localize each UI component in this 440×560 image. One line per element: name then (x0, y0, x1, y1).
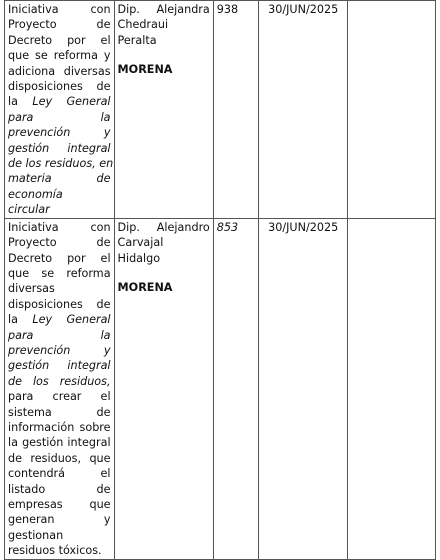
description-text: sistema de (8, 405, 111, 419)
description-text: Ley General (32, 95, 111, 109)
description-text: prevención y (8, 126, 111, 140)
description-line (8, 405, 111, 420)
description-text: para la (8, 110, 111, 124)
description-text: Proyecto de (8, 236, 111, 250)
author-name-line: Dip. Alejandro (117, 220, 210, 234)
description-line (8, 17, 111, 32)
author-names (118, 2, 210, 48)
description-line (8, 358, 111, 373)
description-line (8, 125, 111, 140)
initiative-description (5, 1, 115, 219)
description-text: disposiciones de (8, 297, 111, 311)
description-line (8, 251, 111, 266)
description-text: de los residuos, (8, 374, 111, 388)
author-name-line: Hidalgo (117, 251, 161, 265)
description-line (8, 33, 111, 48)
description-line (8, 266, 111, 281)
description-text: Decreto por el (8, 33, 111, 47)
description-text: empresas que (8, 498, 111, 511)
description-text: Iniciativa con (8, 3, 111, 16)
description-line (8, 312, 111, 327)
initiative-date: 30/JUN/2025 (259, 218, 348, 559)
description-text: Decreto por el (8, 251, 111, 265)
description-line (8, 235, 111, 250)
description-text: que se reforma (8, 266, 111, 280)
description-text: diversas (8, 282, 55, 296)
description-line (8, 202, 111, 217)
author-cell (114, 1, 213, 219)
description-line (8, 420, 111, 435)
description-line (8, 94, 111, 109)
description-line (8, 435, 111, 450)
description-line (8, 343, 111, 358)
description-text: la (8, 313, 33, 327)
author-names (118, 220, 210, 266)
description-line (8, 389, 111, 404)
description-text: para crear el (8, 390, 111, 404)
description-text: de los residuos, en (8, 157, 114, 171)
description-text: la gestión integral (8, 436, 111, 450)
description-line (8, 297, 111, 312)
description-line (8, 497, 111, 512)
description-line (8, 79, 111, 94)
description-text: disposiciones de (8, 80, 111, 94)
description-text: Proyecto de (8, 18, 111, 32)
description-text: listado de (8, 482, 111, 496)
empty-cell (348, 1, 436, 219)
description-text: materia de (8, 172, 111, 186)
description-text: economía (8, 187, 63, 201)
author-name-line: Dip. Alejandra (117, 3, 210, 16)
table-row (5, 1, 436, 219)
description-text: gestión integral (8, 141, 111, 155)
description-line (8, 2, 111, 17)
description-line (8, 451, 111, 466)
author-name-line: Chedraui (117, 18, 169, 32)
description-line (8, 64, 111, 79)
description-text: de residuos, que (8, 451, 111, 465)
empty-cell (348, 218, 436, 559)
description-line (8, 482, 111, 497)
description-text: contendrá el (8, 467, 111, 481)
description-text: gestionan (8, 528, 64, 542)
description-line (8, 374, 111, 389)
table-row (5, 218, 436, 559)
initiative-date: 30/JUN/2025 (259, 1, 348, 219)
description-line (8, 328, 111, 343)
description-line (8, 156, 114, 171)
description-text: circular (8, 203, 50, 217)
description-line (8, 528, 111, 543)
description-text: la (8, 95, 33, 109)
description-line (8, 48, 111, 63)
description-line (8, 220, 111, 235)
initiative-description (5, 218, 115, 559)
initiatives-table (4, 0, 436, 560)
initiative-number: 853 (213, 218, 258, 559)
description-text: prevención y (8, 343, 111, 357)
description-line (8, 281, 111, 296)
description-line (8, 543, 111, 558)
description-line (8, 466, 111, 481)
description-text: Iniciativa con (8, 220, 111, 234)
description-text: gestión integral (8, 359, 111, 373)
description-line (8, 171, 111, 186)
author-cell (114, 218, 213, 559)
description-line (8, 512, 111, 527)
party-label: MORENA (117, 280, 173, 294)
description-text: Ley General (32, 313, 111, 327)
description-text: residuos tóxicos. (8, 544, 102, 558)
initiative-number: 938 (213, 1, 258, 219)
party-label: MORENA (117, 63, 173, 77)
description-line (8, 141, 111, 156)
description-text: información sobre (8, 420, 111, 434)
description-line (8, 110, 111, 125)
description-line (8, 187, 111, 202)
author-name-line: Carvajal (117, 236, 164, 250)
description-text: generan y (8, 513, 111, 527)
description-text: para la (8, 328, 111, 342)
author-name-line: Peralta (117, 33, 157, 47)
description-text: adiciona diversas (8, 64, 111, 78)
description-text: que se reforma y (8, 49, 111, 63)
